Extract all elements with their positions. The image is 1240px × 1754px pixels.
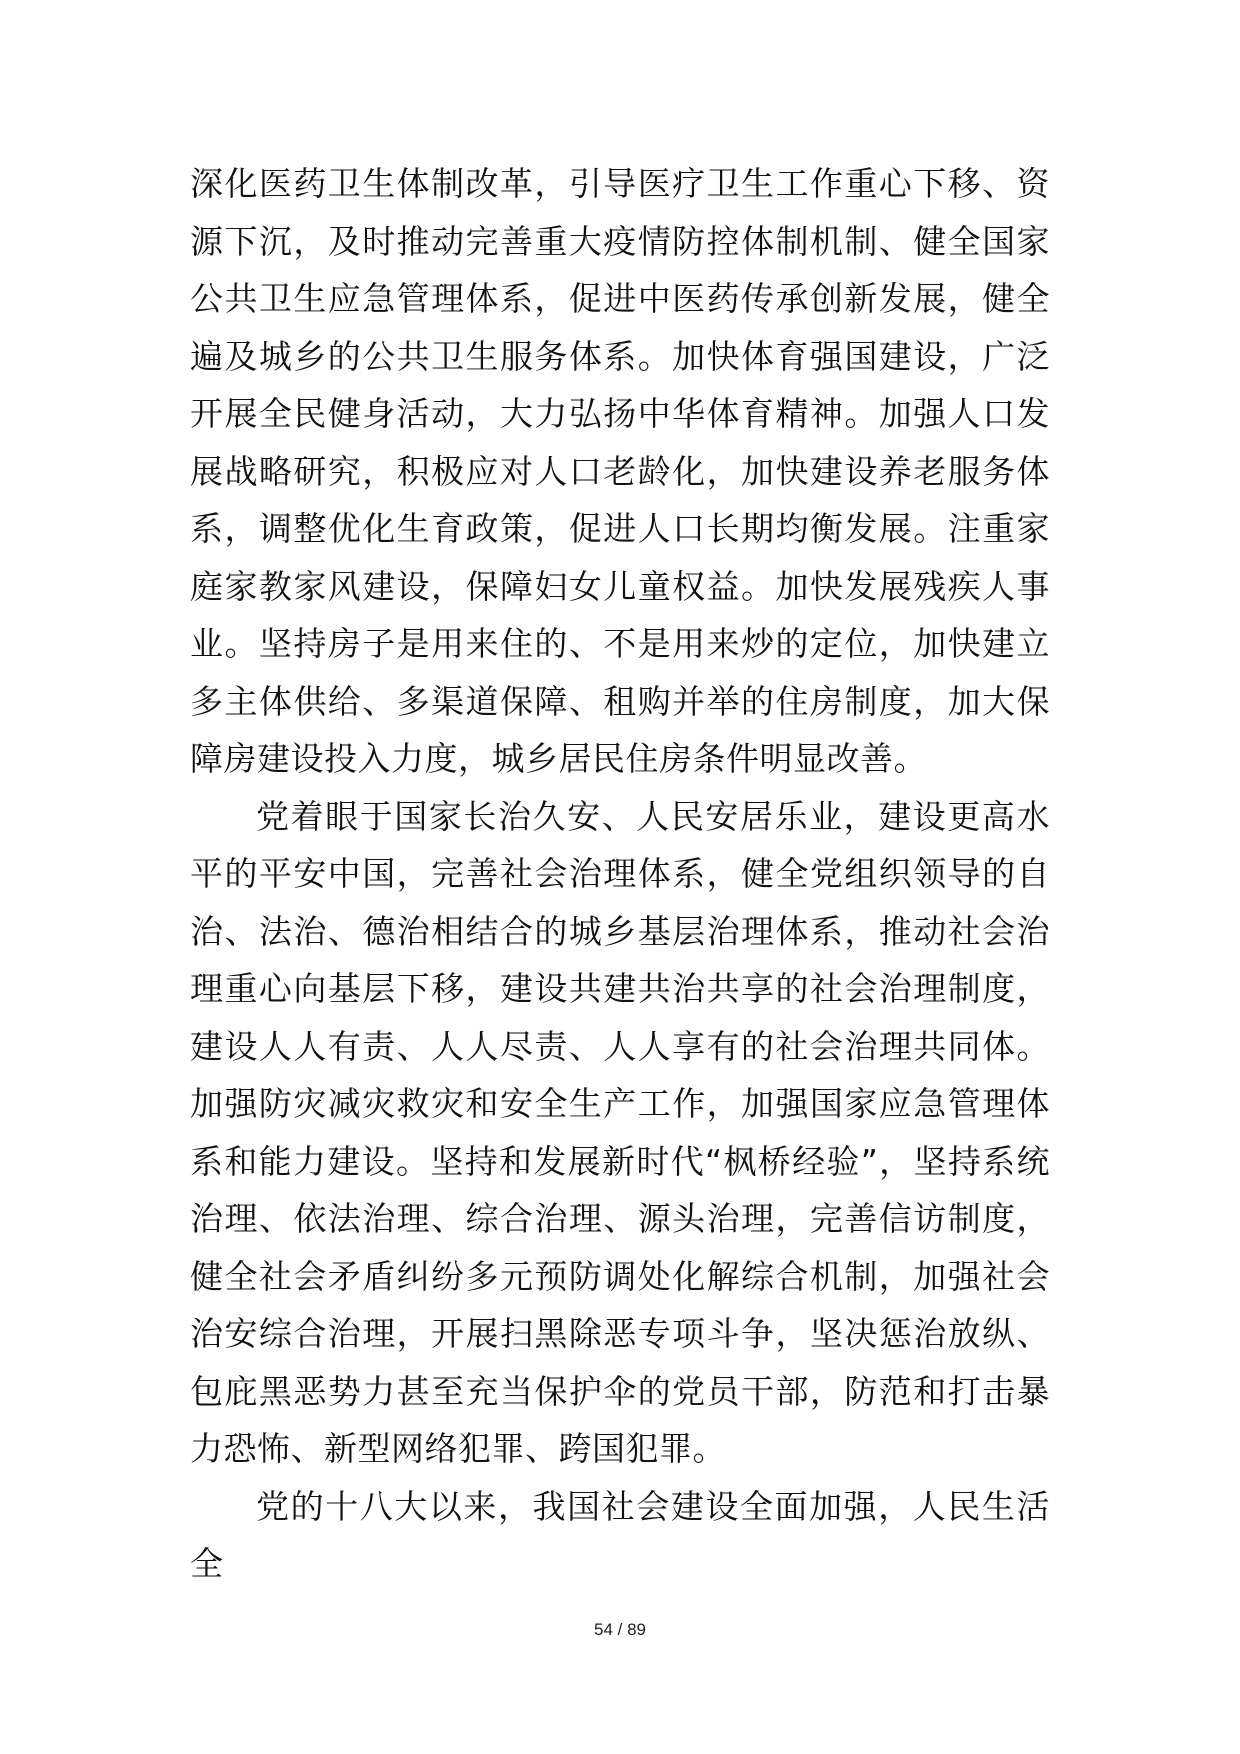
paragraph-3: 党的十八大以来，我国社会建设全面加强，人民生活全 xyxy=(190,1486,1050,1583)
paragraph-2: 党着眼于国家长治久安、人民安居乐业，建设更高水平的平安中国，完善社会治理体系，健全党组织领导的自治、法治、德治相结合的城乡基层治理体系，推动社会治理重心向基层下移，建设共建共治共享的社会治理制度，建设人人有责、人人尽责、人人享有的社会治理共同体。加强防灾减灾救灾和安全生产工作，加强国家应急管理体系和能力建设。坚持和发展新时代“枫桥经验”，坚持系统治理、依法治理、综合治理、源头治理，完善信访制度，健全社会矛盾纠纷多元预防调处化解综合机制，加强社会治安综合治理，开展扫黑除恶专项斗争，坚决惩治放纵、包庇黑恶势力甚至充当保护伞的党员干部，防范和打击暴力恐怖、新型网络犯罪、跨国犯罪。 xyxy=(190,796,1050,1468)
document-body xyxy=(190,155,1050,1593)
paragraph-1: 深化医药卫生体制改革，引导医疗卫生工作重心下移、资源下沉，及时推动完善重大疫情防控体制机制、健全国家公共卫生应急管理体系，促进中医药传承创新发展，健全遍及城乡的公共卫生服务体系。加快体育强国建设，广泛开展全民健身活动，大力弘扬中华体育精神。加强人口发展战略研究，积极应对人口老龄化，加快建设养老服务体系，调整优化生育政策，促进人口长期均衡发展。注重家庭家教家风建设，保障妇女儿童权益。加快发展残疾人事业。坚持房子是用来住的、不是用来炒的定位，加快建立多主体供给、多渠道保障、租购并举的住房制度，加大保障房建设投入力度，城乡居民住房条件明显改善。 xyxy=(190,164,1050,778)
page-number: 54 / 89 xyxy=(594,1620,646,1639)
